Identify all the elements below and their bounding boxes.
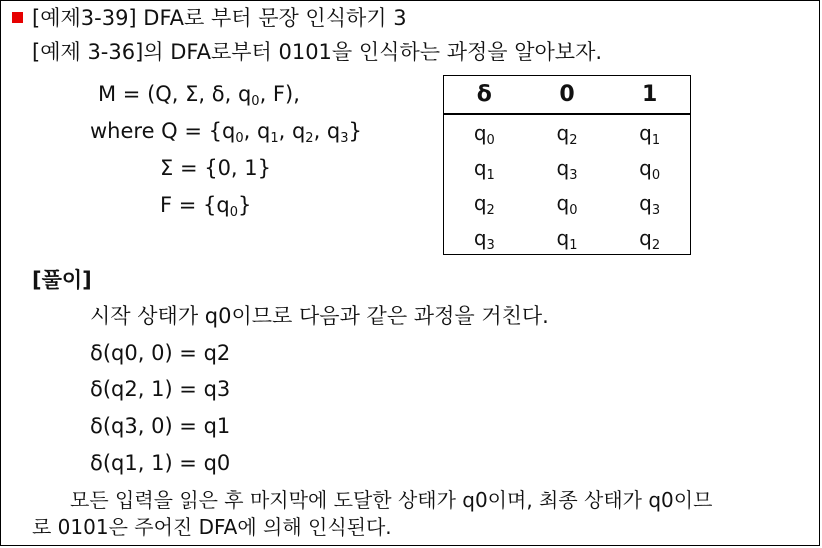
next-state-on-0: $q_2$ bbox=[556, 120, 578, 148]
state-cell: $q_2$ bbox=[473, 190, 495, 218]
transition-table bbox=[443, 75, 691, 255]
solution-heading: [풀이] bbox=[32, 268, 92, 292]
solution-intro: 시작 상태가 q0이므로 다음과 같은 과정을 거친다. bbox=[90, 304, 549, 328]
header-input-0: 0 bbox=[526, 75, 609, 114]
state-cell: $q_0$ bbox=[473, 120, 495, 148]
table-header-row bbox=[443, 75, 691, 114]
next-state-on-0: $q_3$ bbox=[556, 155, 578, 183]
transition-step: δ(q3, 0) = q1 bbox=[90, 414, 231, 438]
example-subtitle: [예제 3-36]의 DFA로부터 0101을 인식하는 과정을 알아보자. bbox=[32, 40, 603, 64]
next-state-on-0: $q_1$ bbox=[556, 225, 578, 253]
final-states-definition: $F = \{q_0\}$ bbox=[160, 193, 252, 220]
header-input-1: 1 bbox=[608, 75, 691, 114]
table-row bbox=[443, 220, 691, 255]
transition-step: δ(q2, 1) = q3 bbox=[90, 377, 231, 401]
next-state-on-1: $q_0$ bbox=[639, 155, 661, 183]
header-delta: δ bbox=[443, 75, 526, 114]
transition-step: δ(q1, 1) = q0 bbox=[90, 451, 231, 475]
bullet-square-icon bbox=[12, 12, 23, 23]
conclusion-line-2: 로 0101은 주어진 DFA에 의해 인식된다. bbox=[32, 515, 392, 539]
table-row bbox=[443, 185, 691, 220]
next-state-on-1: $q_1$ bbox=[639, 120, 661, 148]
state-cell: $q_1$ bbox=[473, 155, 495, 183]
example-title: [예제3-39] DFA로 부터 문장 인식하기 3 bbox=[32, 6, 407, 30]
next-state-on-1: $q_2$ bbox=[639, 225, 661, 253]
states-definition: where $Q = \{q_0$, $q_1$, $q_2$, $q_3$} bbox=[90, 119, 362, 146]
next-state-on-1: $q_3$ bbox=[639, 190, 661, 218]
state-cell: $q_3$ bbox=[473, 225, 495, 253]
machine-definition: M = (Q, Σ, δ, $q_0$, F), bbox=[98, 82, 300, 109]
conclusion-line-1: 모든 입력을 읽은 후 마지막에 도달한 상태가 q0이며, 최종 상태가 q0이므 bbox=[70, 488, 713, 512]
transition-step: δ(q0, 0) = q2 bbox=[90, 341, 231, 365]
table-row bbox=[443, 114, 691, 150]
next-state-on-0: $q_0$ bbox=[556, 190, 578, 218]
table-row bbox=[443, 150, 691, 185]
alphabet-definition: Σ = {0, 1} bbox=[160, 156, 272, 180]
